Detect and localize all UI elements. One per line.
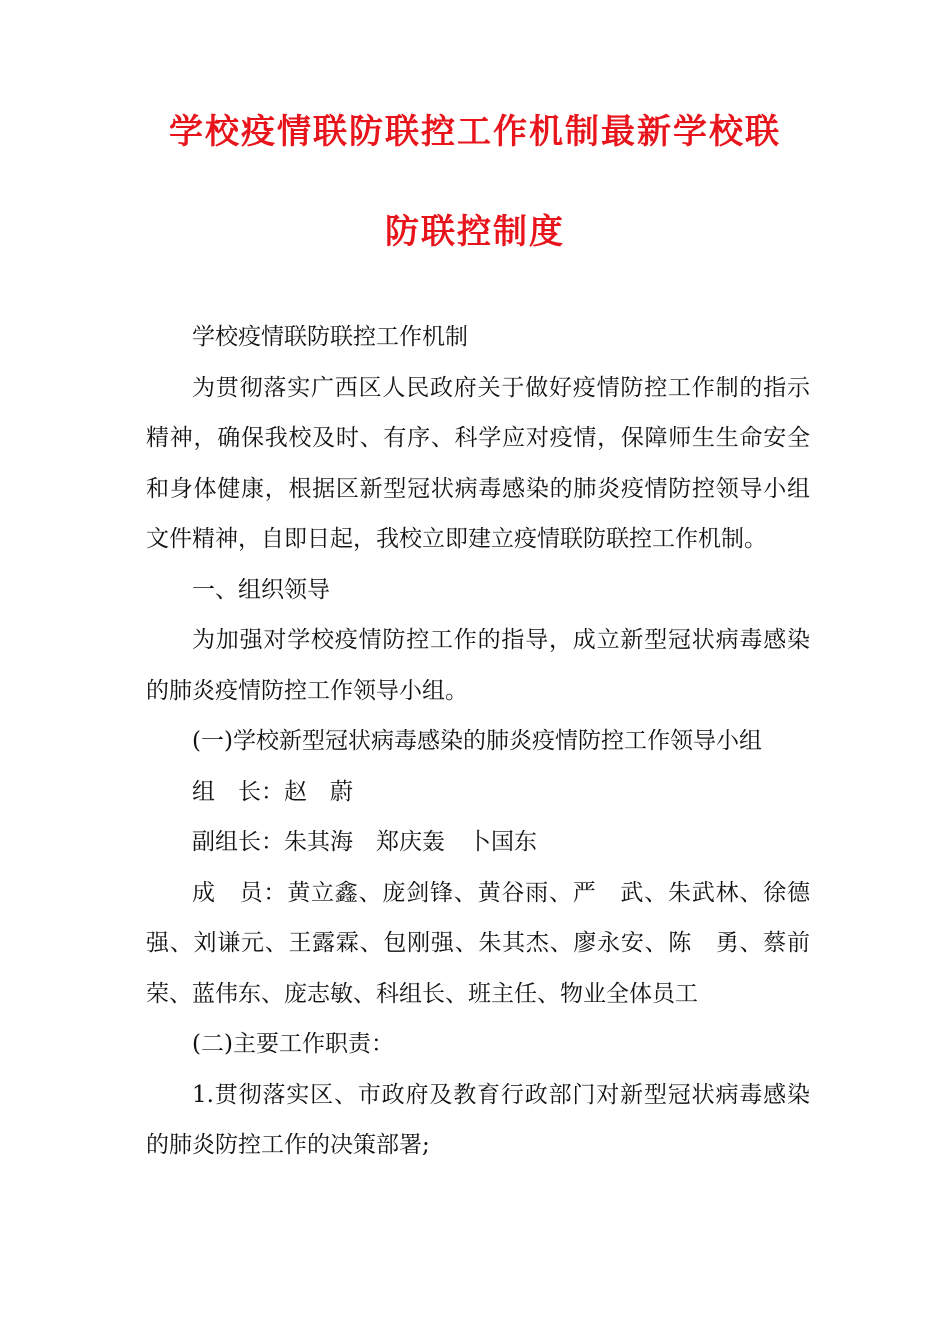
- deputy-leader-line: 副组长：朱其海 郑庆轰 卜国东: [192, 829, 537, 855]
- section-heading: 一、组织领导: [192, 576, 330, 603]
- subsection-heading: (二)主要工作职责：: [192, 1031, 394, 1057]
- leader-line: 组 长：赵 蔚: [192, 778, 353, 805]
- duty-item: 1.贯彻落实区、市政府及教育行政部门对新型冠状病毒感染的肺炎防控工作的决策部署;: [146, 1081, 810, 1158]
- intro-paragraph: 为贯彻落实广西区人民政府关于做好疫情防控工作制的指示精神，确保我校及时、有序、科学应对疫情，保障师生生命安全和身体健康，根据区新型冠状病毒感染的肺炎疫情防控领导小组文件精神，自即日起，我校立即建立疫情联防联控工作机制。: [146, 374, 810, 552]
- body-paragraph: 为加强对学校疫情防控工作的指导，成立新型冠状病毒感染的肺炎疫情防控工作领导小组。: [146, 627, 810, 704]
- subsection-heading: (一)学校新型冠状病毒感染的肺炎疫情防控工作领导小组: [192, 728, 762, 754]
- document-title-line-1: 学校疫情联防联控工作机制最新学校联: [169, 112, 781, 152]
- section-heading: 学校疫情联防联控工作机制: [192, 324, 468, 350]
- document-title-line-2: 防联控制度: [385, 212, 565, 252]
- document-body: [146, 312, 810, 1171]
- members-paragraph: 成 员：黄立鑫、庞剑锋、黄谷雨、严 武、朱武林、徐德强、刘谦元、王露霖、包刚强、朱其杰、廖永安、陈 勇、蔡前荣、蓝伟东、庞志敏、科组长、班主任、物业全体员工: [146, 879, 810, 1007]
